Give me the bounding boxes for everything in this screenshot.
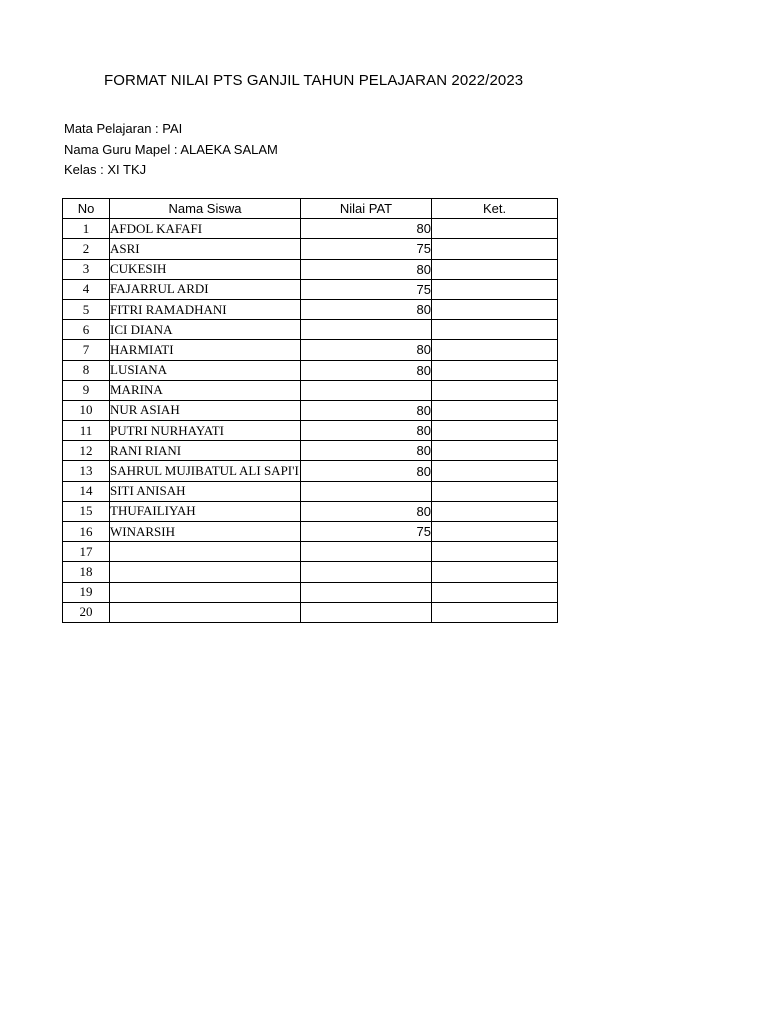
cell-name: SITI ANISAH [110, 481, 301, 501]
cell-score: 80 [301, 299, 432, 319]
cell-no: 18 [63, 562, 110, 582]
table-row [63, 562, 558, 582]
table-row [63, 542, 558, 562]
cell-name: AFDOL KAFAFI [110, 219, 301, 239]
cell-score: 80 [301, 501, 432, 521]
cell-score: 75 [301, 522, 432, 542]
cell-ket [432, 481, 558, 501]
cell-name: THUFAILIYAH [110, 501, 301, 521]
table-row [63, 380, 558, 400]
cell-ket [432, 562, 558, 582]
document-title: FORMAT NILAI PTS GANJIL TAHUN PELAJARAN 2022/2023 [104, 72, 524, 89]
cell-name [110, 542, 301, 562]
document-meta [64, 119, 278, 181]
cell-ket [432, 299, 558, 319]
cell-no: 4 [63, 279, 110, 299]
table-row [63, 481, 558, 501]
table-row [63, 582, 558, 602]
header-no: No [63, 199, 110, 219]
cell-score [301, 380, 432, 400]
cell-name: WINARSIH [110, 522, 301, 542]
table-row [63, 441, 558, 461]
cell-no: 8 [63, 360, 110, 380]
table-row [63, 522, 558, 542]
cell-no: 12 [63, 441, 110, 461]
table-header-row [63, 199, 558, 219]
cell-name: LUSIANA [110, 360, 301, 380]
cell-ket [432, 400, 558, 420]
table-row [63, 340, 558, 360]
cell-name: FAJARRUL ARDI [110, 279, 301, 299]
cell-no: 13 [63, 461, 110, 481]
cell-ket [432, 239, 558, 259]
cell-no: 15 [63, 501, 110, 521]
teacher-line: Nama Guru Mapel : ALAEKA SALAM [64, 141, 278, 157]
cell-name: MARINA [110, 380, 301, 400]
header-ket: Ket. [432, 199, 558, 219]
header-nilai-pat: Nilai PAT [301, 199, 432, 219]
cell-score: 80 [301, 461, 432, 481]
cell-ket [432, 360, 558, 380]
header-nama-siswa: Nama Siswa [110, 199, 301, 219]
cell-no: 3 [63, 259, 110, 279]
cell-no: 17 [63, 542, 110, 562]
cell-name: RANI RIANI [110, 441, 301, 461]
cell-score: 80 [301, 259, 432, 279]
cell-name: CUKESIH [110, 259, 301, 279]
cell-score: 80 [301, 441, 432, 461]
cell-name [110, 562, 301, 582]
cell-no: 10 [63, 400, 110, 420]
cell-no: 16 [63, 522, 110, 542]
table-row [63, 259, 558, 279]
cell-name: PUTRI NURHAYATI [110, 421, 301, 441]
cell-score: 80 [301, 340, 432, 360]
cell-score: 80 [301, 360, 432, 380]
table-body [63, 219, 558, 623]
cell-score: 80 [301, 421, 432, 441]
cell-name: ICI DIANA [110, 320, 301, 340]
cell-ket [432, 340, 558, 360]
table-row [63, 279, 558, 299]
cell-score: 75 [301, 279, 432, 299]
cell-no: 2 [63, 239, 110, 259]
cell-score [301, 481, 432, 501]
cell-name: FITRI RAMADHANI [110, 299, 301, 319]
table-row [63, 320, 558, 340]
cell-name [110, 582, 301, 602]
cell-no: 9 [63, 380, 110, 400]
cell-score [301, 320, 432, 340]
cell-ket [432, 542, 558, 562]
cell-ket [432, 501, 558, 521]
cell-ket [432, 320, 558, 340]
cell-no: 19 [63, 582, 110, 602]
cell-name: HARMIATI [110, 340, 301, 360]
table-row [63, 219, 558, 239]
cell-ket [432, 259, 558, 279]
class-line: Kelas : XI TKJ [64, 162, 147, 177]
cell-name: NUR ASIAH [110, 400, 301, 420]
cell-no: 14 [63, 481, 110, 501]
cell-score [301, 562, 432, 582]
cell-name: ASRI [110, 239, 301, 259]
table-row [63, 461, 558, 481]
table-row [63, 360, 558, 380]
cell-no: 1 [63, 219, 110, 239]
table-row [63, 299, 558, 319]
table-row [63, 421, 558, 441]
table-row [63, 239, 558, 259]
cell-no: 11 [63, 421, 110, 441]
cell-name [110, 602, 301, 622]
subject-line: Mata Pelajaran : PAI [64, 121, 183, 136]
grades-table [62, 198, 558, 623]
cell-ket [432, 522, 558, 542]
cell-score [301, 602, 432, 622]
cell-ket [432, 421, 558, 441]
cell-score: 80 [301, 400, 432, 420]
table-row [63, 602, 558, 622]
cell-no: 6 [63, 320, 110, 340]
table-row [63, 501, 558, 521]
cell-ket [432, 602, 558, 622]
cell-score [301, 542, 432, 562]
cell-ket [432, 279, 558, 299]
cell-ket [432, 582, 558, 602]
cell-score [301, 582, 432, 602]
cell-ket [432, 461, 558, 481]
table-row [63, 400, 558, 420]
cell-ket [432, 441, 558, 461]
cell-name: SAHRUL MUJIBATUL ALI SAPI'I [110, 461, 301, 481]
cell-ket [432, 219, 558, 239]
cell-no: 7 [63, 340, 110, 360]
cell-score: 80 [301, 219, 432, 239]
cell-ket [432, 380, 558, 400]
cell-no: 20 [63, 602, 110, 622]
cell-no: 5 [63, 299, 110, 319]
cell-score: 75 [301, 239, 432, 259]
